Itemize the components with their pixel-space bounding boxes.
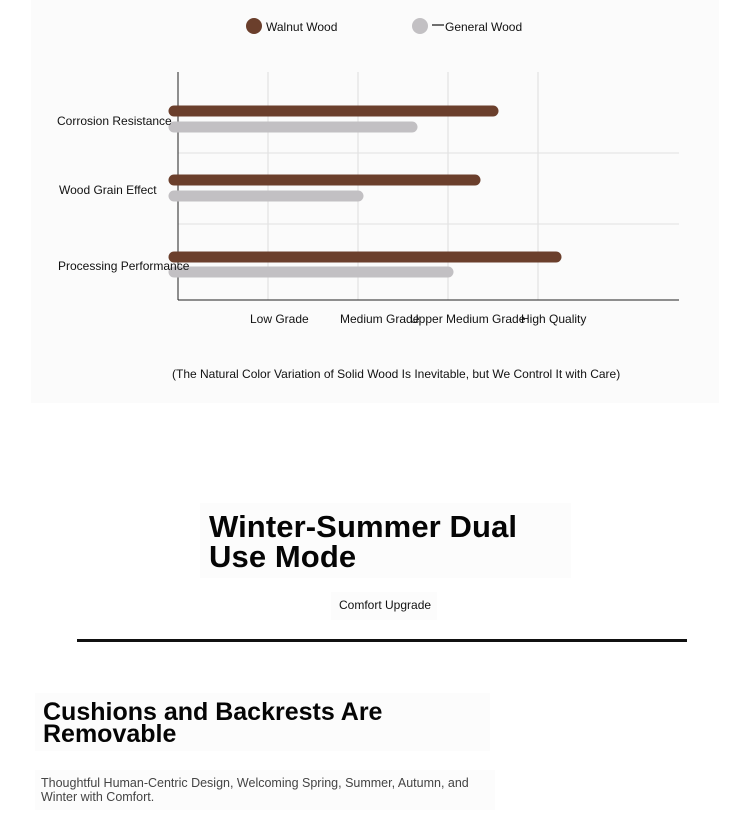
bar-chart (31, 0, 719, 403)
section-title-removable: Cushions and Backrests Are Removable (43, 698, 383, 748)
x-tick-label: High Quality (521, 312, 587, 326)
chart-caption: (The Natural Color Variation of Solid Wood Is Inevitable, but We Control It with Care) (172, 367, 621, 381)
legend-label-walnut: Walnut Wood (266, 20, 338, 34)
description-card (35, 770, 495, 810)
x-tick-label: Upper Medium Grade (410, 312, 526, 326)
category-label: Processing Performance (58, 259, 190, 273)
chart-panel (31, 0, 719, 403)
legend-swatch-walnut (246, 18, 262, 34)
category-label: Wood Grain Effect (59, 183, 157, 197)
description-text: Thoughtful Human-Centric Design, Welcoming Spring, Summer, Autumn, and Winter with Comfort. (41, 776, 469, 804)
heading-card (200, 503, 571, 578)
section-title-winter-summer: Winter-Summer Dual Use Mode (209, 509, 518, 574)
legend-swatch-general (412, 18, 428, 34)
comfort-upgrade-subtitle: Comfort Upgrade (339, 598, 432, 612)
x-tick-label: Low Grade (250, 312, 309, 326)
x-tick-label: Medium Grade (340, 312, 420, 326)
category-label: Corrosion Resistance (57, 114, 172, 128)
subtitle-card (331, 592, 437, 620)
divider-line (77, 639, 687, 642)
removable-heading-card (35, 693, 490, 751)
legend-label-general: General Wood (445, 20, 523, 34)
